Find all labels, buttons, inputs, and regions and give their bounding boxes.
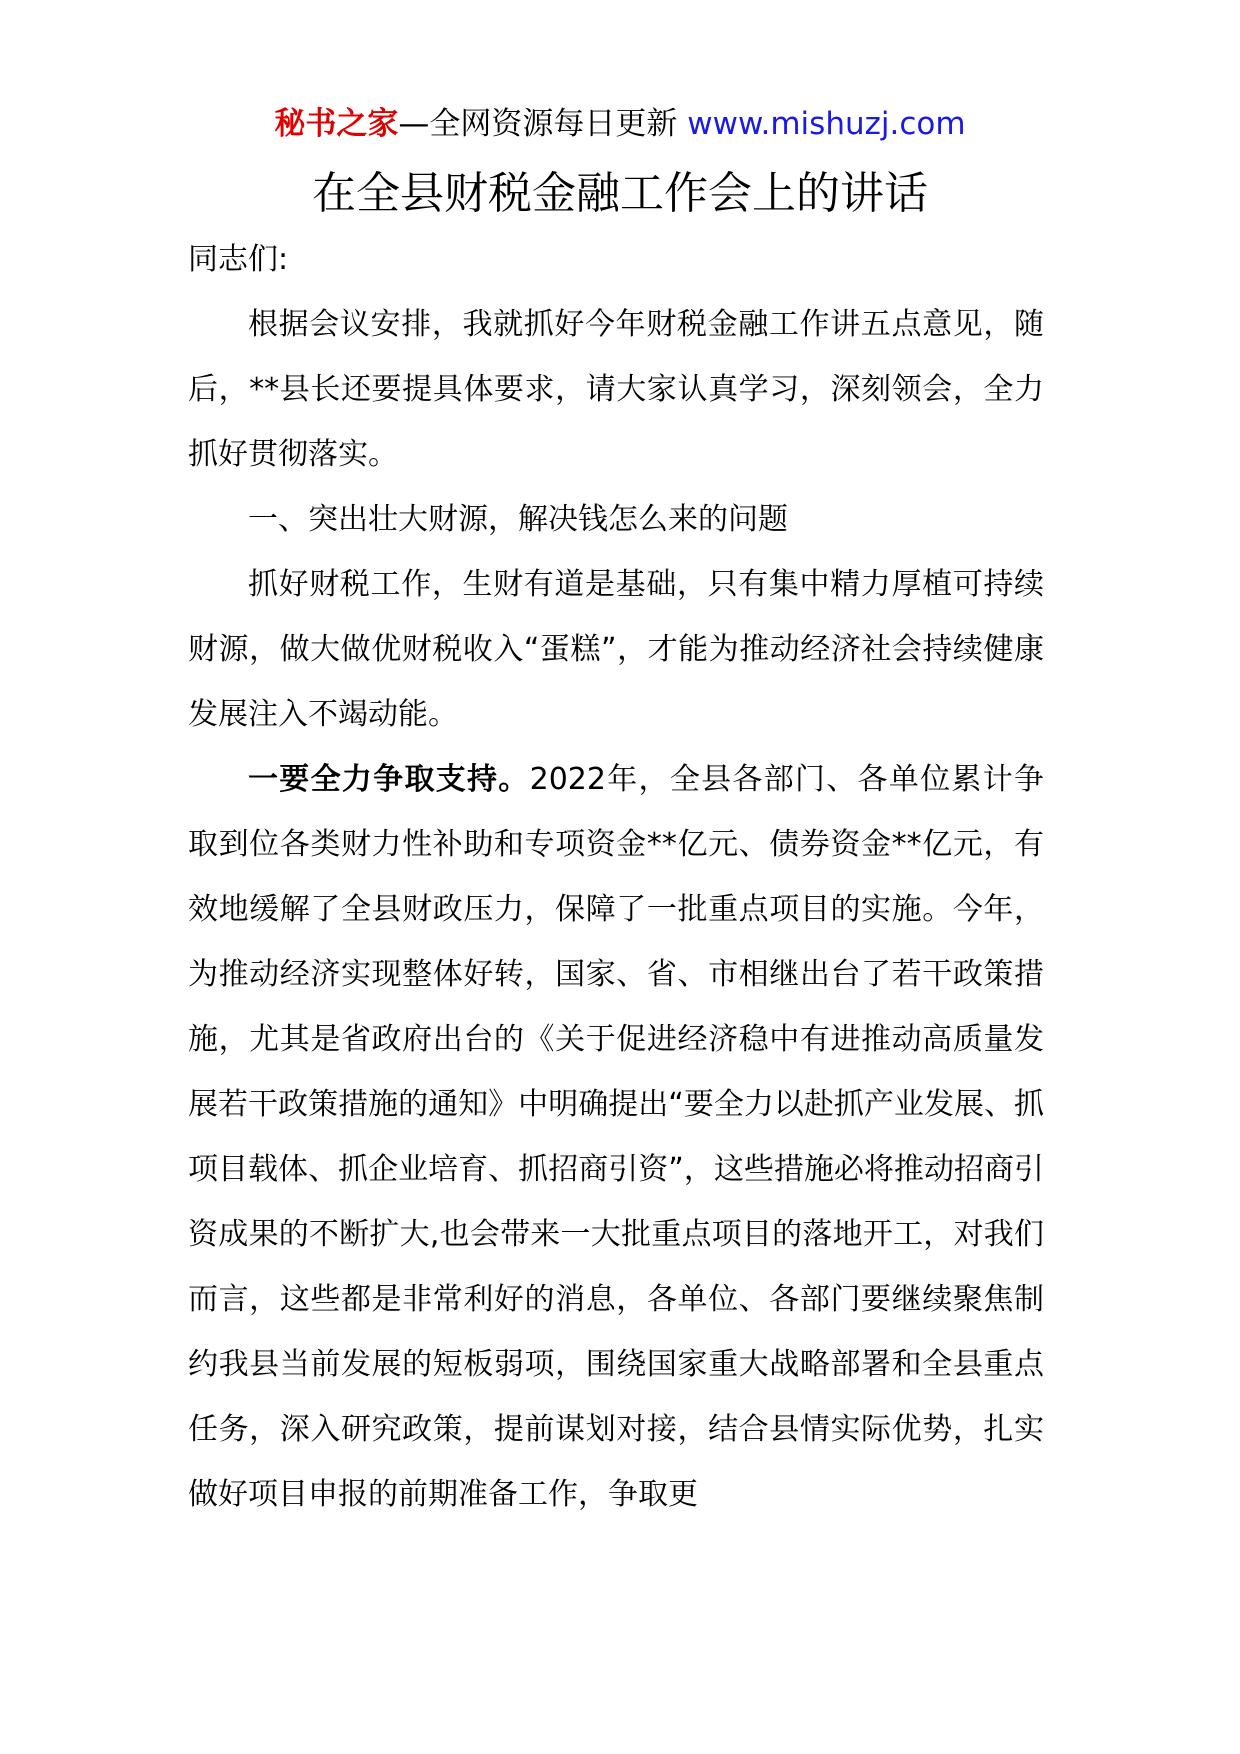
brand-slogan: —全网资源每日更新 [398, 106, 688, 142]
document-body [188, 227, 1044, 1527]
site-url-link[interactable]: www.mishuzj.com [687, 106, 966, 142]
section-intro-paragraph: 抓好财税工作，生财有道是基础，只有集中精力厚植可持续财源，做大做优财税收入“蛋糕”，才能为推动经济社会持续健康发展注入不竭动能。 [188, 567, 1044, 732]
point-lead: 一要全力争取支持。 [248, 762, 530, 797]
point-paragraph [188, 747, 1044, 1527]
section-heading: 一、突出壮大财源，解决钱怎么来的问题 [248, 502, 788, 537]
document-title: 在全县财税金融工作会上的讲话 [312, 168, 928, 219]
site-banner [0, 100, 1240, 148]
point-body: 2022年，全县各部门、各单位累计争取到位各类财力性补助和专项资金**亿元、债券资金**亿元，有效地缓解了全县财政压力，保障了一批重点项目的实施。今年，为推动经济实现整体好转，国家、省、市相继出台了若干政策措施，尤其是省政府出台的《关于促进经济稳中有进推动高质量发展若干政策措施的通知》中明确提出“要全力以赴抓产业发展、抓项目载体、抓企业培育、抓招商引资”，这些措施必将推动招商引资成果的不断扩大,也会带来一大批重点项目的落地开工，对我们而言，这些都是非常利好的消息，各单位、各部门要继续聚焦制约我县当前发展的短板弱项，围绕国家重大战略部署和全县重点任务，深入研究政策，提前谋划对接，结合县情实际优势，扎实做好项目申报的前期准备工作，争取更 [188, 762, 1044, 1512]
intro-paragraph: 根据会议安排，我就抓好今年财税金融工作讲五点意见，随后，**县长还要提具体要求，请大家认真学习，深刻领会，全力抓好贯彻落实。 [188, 307, 1044, 472]
salutation: 同志们: [188, 242, 289, 277]
brand-name: 秘书之家 [274, 106, 399, 142]
